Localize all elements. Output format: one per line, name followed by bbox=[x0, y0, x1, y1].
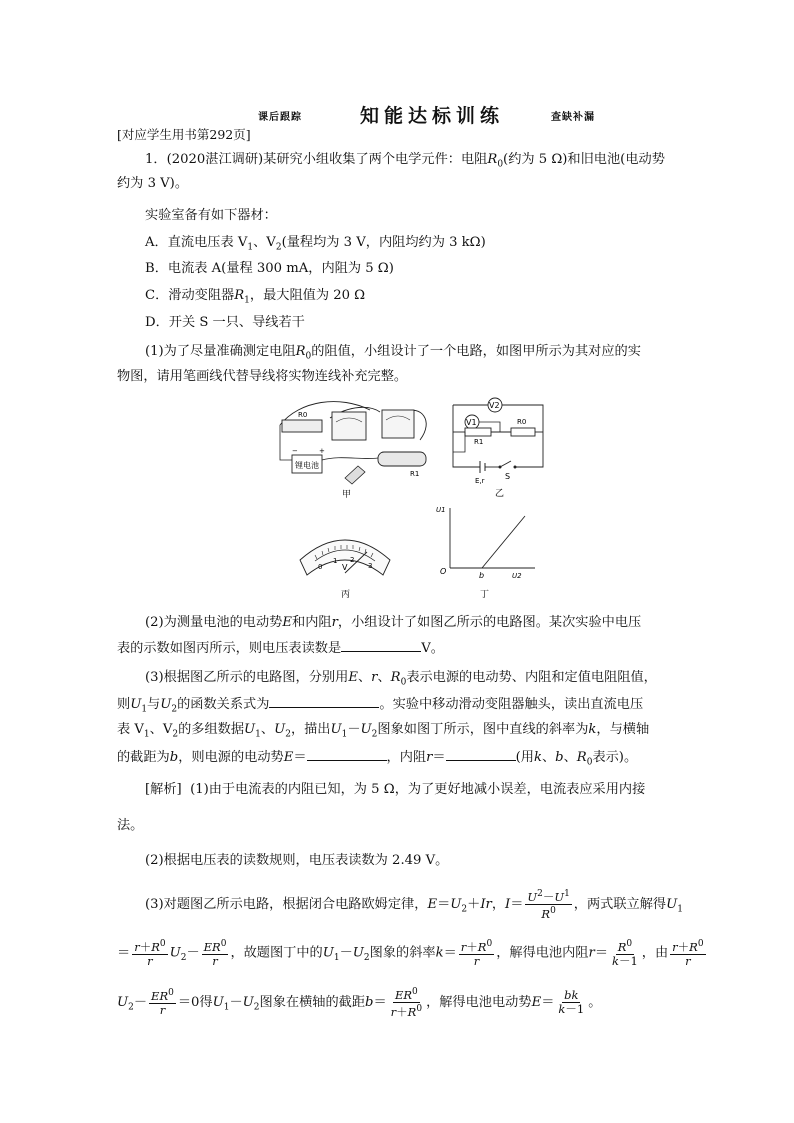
part3-line3: 表 $V_1$、$V_2$的多组数据$U_1$、$U_2$，描出$U_1-U_2$图象如图丁所示，图中直线的斜率为k，与横轴 bbox=[117, 722, 650, 740]
svg-text:V2: V2 bbox=[489, 401, 500, 410]
caption-jia: 甲 bbox=[342, 490, 352, 500]
part2-line2: 表的示数如图丙所示，则电压表读数是 V。 bbox=[117, 637, 444, 660]
svg-text:U1: U1 bbox=[436, 506, 446, 514]
resistor-r1-symbol bbox=[465, 428, 491, 436]
part1-line1: (1)为了尽量准确测定电阻$R_0$的阻值，小组设计了一个电路，如图甲所示为其对应的实 bbox=[145, 344, 641, 362]
svg-text:V1: V1 bbox=[466, 418, 477, 427]
caption-ding: 丁 bbox=[480, 590, 490, 600]
resistor-r0 bbox=[282, 420, 322, 432]
solution-line1b: 法。 bbox=[117, 818, 144, 833]
svg-text:1: 1 bbox=[333, 557, 338, 565]
svg-text:b: b bbox=[479, 571, 485, 580]
answer-blank-voltage[interactable] bbox=[341, 637, 421, 652]
svg-text:R1: R1 bbox=[474, 438, 484, 446]
figure-jia-physical-circuit bbox=[270, 400, 440, 500]
solution-line2: (2)根据电压表的读数规则，电压表读数为 2.49 V。 bbox=[145, 853, 449, 868]
ammeter bbox=[332, 412, 366, 440]
svg-text:2: 2 bbox=[350, 556, 355, 564]
answer-blank-emf[interactable] bbox=[307, 746, 387, 761]
caption-bing: 丙 bbox=[341, 590, 351, 600]
q1-line1: 1．(2020湛江调研)某研究小组收集了两个电学元件：电阻$R_0$(约为 5 Ω)和旧电池(电动势 bbox=[145, 152, 665, 170]
equip-a: A．直流电压表 $V_1$、$V_2$(量程均为 3 V，内阻均约为 3 kΩ) bbox=[145, 235, 486, 253]
data-line bbox=[482, 516, 525, 568]
part2-line1: (2)为测量电池的电动势E和内阻r，小组设计了如图乙所示的电路图。某次实验中电压 bbox=[145, 615, 642, 630]
part3-line2: 则$U_1$与$U_2$的函数关系式为 。实验中移动滑动变阻器触头，读出直流电压 bbox=[117, 693, 643, 721]
solution-line3: (3)对题图乙所示电路，根据闭合电路欧姆定律，$E=U_2+Ir$，I＝ $\frac{U^2-U^1}{R^0}$ ，两式联立解得$U_1$ bbox=[145, 889, 683, 921]
solution-line5: $U_2-$ $\frac{ER^0}{r}$ ＝0得$U_1-U_2$图象在横轴的截距b＝ $\frac{ER^0}{r+R^0}$ ，解得电池电动势E＝ $\frac{bk}{k-1}$ 。 bbox=[117, 987, 602, 1019]
book-reference: [对应学生用书第292页] bbox=[117, 127, 251, 142]
svg-text:E,r: E,r bbox=[475, 477, 485, 485]
solution-tag: [解析] bbox=[145, 782, 182, 797]
equipment-intro: 实验室备有如下器材： bbox=[145, 208, 277, 223]
header-right-tag: 查缺补漏 bbox=[551, 112, 595, 123]
resistor-r0-symbol bbox=[511, 428, 535, 436]
switch-device bbox=[345, 466, 365, 484]
figure-bing-voltmeter-dial bbox=[295, 525, 395, 600]
header-left-tag: 课后跟踪 bbox=[258, 112, 302, 123]
voltmeter-device bbox=[382, 410, 414, 438]
equip-d: D．开关 S 一只、导线若干 bbox=[145, 315, 305, 330]
svg-text:+: + bbox=[319, 447, 325, 455]
svg-text:S: S bbox=[505, 472, 511, 481]
q1-line2: 约为 3 V)。 bbox=[117, 176, 189, 191]
svg-text:−: − bbox=[292, 447, 298, 455]
svg-text:0: 0 bbox=[318, 563, 323, 571]
svg-text:V: V bbox=[342, 563, 348, 572]
solution-line4: ＝ $\frac{r+R^0}{r}$ $U_2-$ $\frac{ER^0}{r}$ ，故题图丁中的$U_1-U_2$图象的斜率k＝ $\frac{r+R^0}{r}$ ，解得电池内阻r＝ $\frac{R^0}{k-1}$ ，由 $\frac{r+R^0}{r}$ bbox=[117, 939, 704, 968]
label-r1: R1 bbox=[410, 470, 420, 478]
page-title: 知能达标训练 bbox=[360, 105, 505, 127]
switch-s-symbol bbox=[500, 461, 511, 467]
part3-line1: (3)根据图乙所示的电路图，分别用E、r、$R_0$表示电源的电动势、内阻和定值电阻阻值， bbox=[145, 670, 657, 688]
caption-yi: 乙 bbox=[495, 489, 505, 497]
answer-blank-internal-resistance[interactable] bbox=[446, 746, 516, 761]
equip-b: B．电流表 A(量程 300 mA，内阻为 5 Ω) bbox=[145, 261, 394, 276]
answer-blank-function[interactable] bbox=[269, 693, 379, 708]
svg-text:O: O bbox=[440, 567, 447, 576]
part1-line2: 物图，请用笔画线代替导线将实物连线补充完整。 bbox=[117, 369, 408, 384]
figure-yi-circuit-diagram bbox=[445, 397, 555, 497]
figure-ding-u1-u2-graph bbox=[430, 500, 540, 600]
rheostat-device bbox=[378, 452, 426, 466]
equip-c: C．滑动变阻器$R_1$，最大阻值为 20 Ω bbox=[145, 288, 366, 306]
svg-text:U2: U2 bbox=[512, 572, 522, 580]
label-r0: R0 bbox=[298, 411, 308, 419]
solution-line1: [解析] (1)由于电流表的内阻已知，为 5 Ω，为了更好地减小误差，电流表应采用内接 bbox=[145, 782, 646, 797]
battery-label: 锂电池 bbox=[295, 461, 319, 470]
svg-text:3: 3 bbox=[368, 562, 373, 570]
part3-line4: 的截距为b，则电源的电动势E＝ ，内阻r＝ (用k、b、$R_0$表示)。 bbox=[117, 746, 637, 774]
svg-text:R0: R0 bbox=[517, 418, 527, 426]
